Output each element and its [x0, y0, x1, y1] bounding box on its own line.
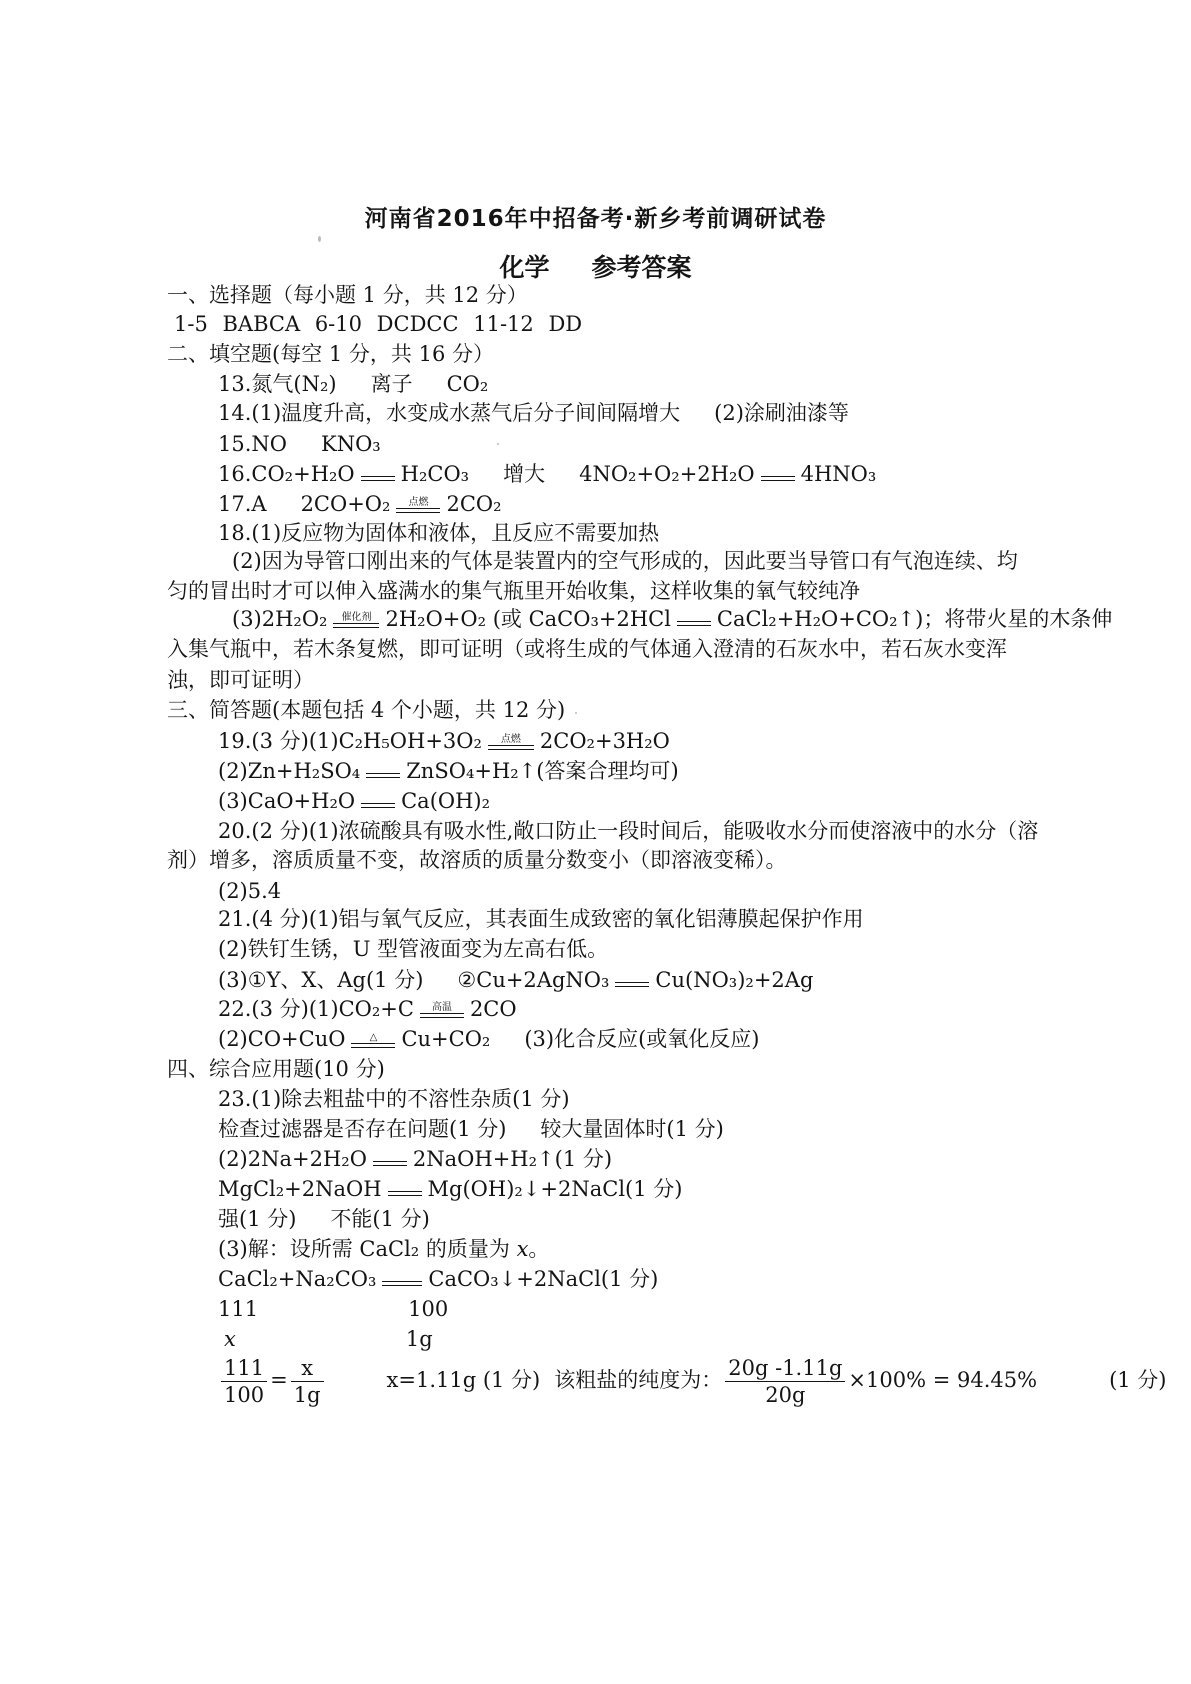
fraction-ratio-2: $\frac{x}{1g}$ [291, 1355, 324, 1408]
answer-23-3-masses: x 1g [224, 1327, 433, 1351]
page-title: 河南省2016年中招备考·新乡考前调研试卷 [364, 206, 827, 232]
section-1-heading: 一、选择题（每小题 1 分，共 12 分） [167, 283, 528, 307]
answer-14: 14.(1)温度升高，水变成水蒸气后分子间间隔增大 (2)涂刷油漆等 [218, 401, 849, 425]
answer-19-3: (3)CaO+H₂O Ca(OH)₂ [218, 789, 491, 813]
answer-18-2-line1: (2)因为导管口刚出来的气体是装置内的空气形成的，因此要当导管口有气泡连续、均 [232, 549, 1018, 573]
answer-23-2-line2: MgCl₂+2NaOH Mg(OH)₂↓+2NaCl(1 分) [218, 1177, 683, 1201]
section-3-heading: 三、简答题(本题包括 4 个小题，共 12 分) [167, 698, 566, 722]
answer-23-3-calculation: $\frac{111}{100}$ = $\frac{x}{1g}$ x=1.11g (1 分) 该粗盐的纯度为： $\frac{20g -1.11g}{20g}$ ×100% = 94.45% (1 分) [218, 1355, 1166, 1408]
fraction-ratio-1: $\frac{111}{100}$ [221, 1355, 267, 1408]
reaction-condition: 点燃 [488, 735, 534, 750]
answer-20-1-line1: 20.(2 分)(1)浓硫酸具有吸水性,敞口防止一段时间后，能吸收水分而使溶液中的水分（溶 [218, 819, 1039, 843]
answer-18-1: 18.(1)反应物为固体和液体，且反应不需要加热 [218, 521, 660, 545]
answer-21-2: (2)铁钉生锈，U 型管液面变为左高右低。 [218, 937, 609, 961]
answer-19-1: 19.(3 分)(1)C₂H₅OH+3O₂ 点燃 2CO₂+3H₂O [218, 729, 670, 753]
answer-23-1-line1: 23.(1)除去粗盐中的不溶性杂质(1 分) [218, 1087, 570, 1111]
answer-18-2-line2: 匀的冒出时才可以伸入盛满水的集气瓶里开始收集，这样收集的氧气较纯净 [167, 579, 860, 603]
section-2-heading: 二、填空题(每空 1 分，共 16 分） [167, 342, 494, 366]
answer-17: 17.A 2CO+O₂ 点燃 2CO₂ [218, 492, 502, 516]
reaction-equals-sign [677, 615, 711, 626]
reaction-condition: 催化剂 [333, 613, 379, 628]
answer-13: 13.氮气(N₂) 离子 CO₂ [218, 372, 489, 396]
subject-label: 化学 [499, 253, 550, 282]
reaction-equals-sign [382, 1275, 422, 1286]
choice-answers: 1-5 BABCA 6-10 DCDCC 11-12 DD [174, 312, 583, 336]
answer-18-3-line1: (3)2H₂O₂ 催化剂 2H₂O+O₂ (或 CaCO₃+2HCl CaCl₂+H₂O+CO₂↑)；将带火星的木条伸 [232, 607, 1113, 631]
answer-15: 15.NO KNO₃ [218, 432, 381, 456]
answer-19-2: (2)Zn+H₂SO₄ ZnSO₄+H₂↑(答案合理均可) [218, 759, 679, 783]
answer-16: 16.CO₂+H₂O H₂CO₃ 增大 4NO₂+O₂+2H₂O 4HNO₃ [218, 462, 877, 486]
reaction-equals-sign [373, 1155, 407, 1166]
answer-22-1: 22.(3 分)(1)CO₂+C 高温 2CO [218, 997, 517, 1021]
answer-key-label: 参考答案 [591, 253, 692, 282]
answer-23-3-equation: CaCl₂+Na₂CO₃ CaCO₃↓+2NaCl(1 分) [218, 1267, 659, 1291]
scan-speck [497, 443, 499, 445]
answer-18-3-line2: 入集气瓶中，若木条复燃，即可证明（或将生成的气体通入澄清的石灰水中，若石灰水变浑 [167, 637, 1007, 661]
reaction-condition: 点燃 [396, 498, 440, 513]
reaction-condition: △ [351, 1033, 395, 1048]
answer-23-3-line1: (3)解：设所需 CaCl₂ 的质量为 x。 [218, 1237, 550, 1261]
answer-21-1: 21.(4 分)(1)铝与氧气反应，其表面生成致密的氧化铝薄膜起保护作用 [218, 907, 864, 931]
section-4-heading: 四、综合应用题(10 分) [167, 1057, 385, 1081]
answer-20-2: (2)5.4 [218, 879, 282, 903]
answer-23-2-line3: 强(1 分) 不能(1 分) [218, 1207, 430, 1231]
reaction-equals-sign [361, 470, 395, 481]
fraction-purity: $\frac{20g -1.11g}{20g}$ [725, 1355, 845, 1408]
reaction-equals-sign [615, 976, 649, 987]
answer-22-2: (2)CO+CuO △ Cu+CO₂ (3)化合反应(或氧化反应) [218, 1027, 760, 1051]
answer-21-3: (3)①Y、X、Ag(1 分) ②Cu+2AgNO₃ Cu(NO₃)₂+2Ag [218, 968, 814, 992]
reaction-equals-sign [366, 767, 400, 778]
reaction-condition: 高温 [420, 1003, 464, 1018]
answer-20-1-line2: 剂）增多，溶质质量不变，故溶质的质量分数变小（即溶液变稀）。 [167, 848, 787, 872]
reaction-equals-sign [388, 1185, 422, 1196]
scan-speck [575, 712, 577, 714]
reaction-equals-sign [761, 470, 795, 481]
scan-speck [318, 236, 321, 242]
answer-23-2-line1: (2)2Na+2H₂O 2NaOH+H₂↑(1 分) [218, 1147, 613, 1171]
answer-23-3-molar-masses: 111 100 [218, 1297, 449, 1321]
answer-23-1-line2: 检查过滤器是否存在问题(1 分) 较大量固体时(1 分) [218, 1117, 724, 1141]
answer-18-3-line3: 浊，即可证明） [167, 668, 314, 692]
page-subtitle [0, 248, 1191, 284]
reaction-equals-sign [361, 797, 395, 808]
